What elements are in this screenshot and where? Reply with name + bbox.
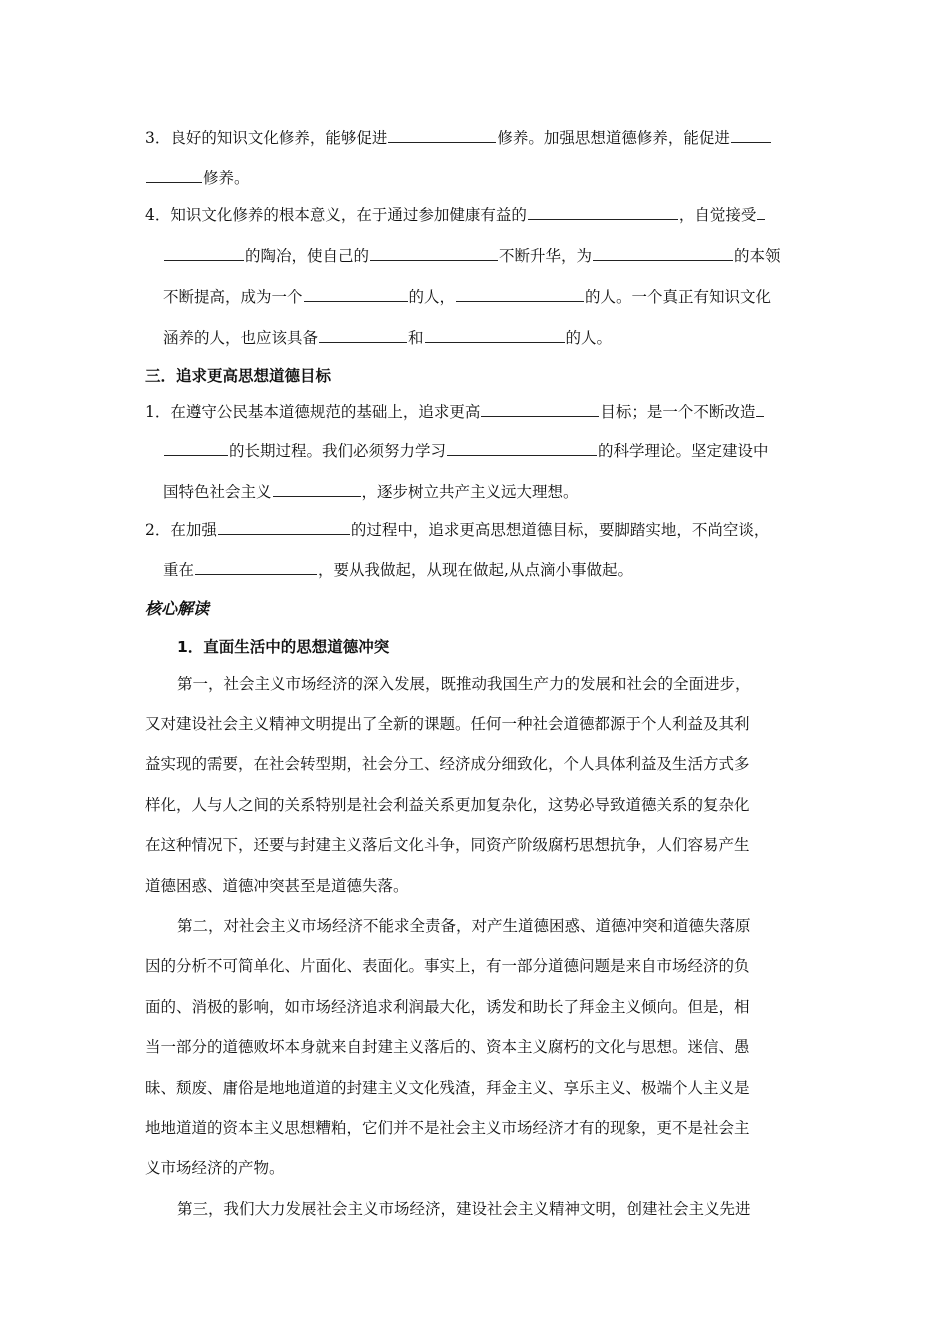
q4-text-k: 的人。 — [565, 329, 613, 347]
q4-text-b: ，自觉接受 — [678, 206, 757, 224]
section3-title: 三．追求更高思想道德目标 — [145, 367, 332, 385]
q4-text-d: 不断升华，为 — [499, 247, 593, 265]
core-subheading-1: 1．直面生活中的思想道德冲突 — [177, 638, 390, 656]
q4-line3 — [163, 287, 771, 307]
s3-q1-line1 — [145, 402, 765, 422]
q3-text-a: 3．良好的知识文化修养，能够促进 — [145, 129, 388, 147]
p1-line: 第一，社会主义市场经济的深入发展，既推动我国生产力的发展和社会的全面进步， — [177, 675, 751, 693]
p3-line: 第三，我们大力发展社会主义市场经济，建设社会主义精神文明，创建社会主义先进 — [177, 1200, 751, 1218]
p2-line: 面的、消极的影响，如市场经济追求利润最大化，诱发和助长了拜金主义倾向。但是，相 — [145, 998, 750, 1016]
p2-line: 义市场经济的产物。 — [145, 1159, 285, 1177]
q4-blank-2b[interactable] — [164, 246, 244, 261]
s3-q2-text-c: 重在 — [163, 561, 195, 579]
q4-blank-1[interactable] — [528, 205, 678, 220]
q4-text-h: 的人。一个真正有知识文化 — [585, 288, 772, 306]
s3-q2-line1 — [145, 520, 769, 540]
p1-line: 道德困惑、道德冲突甚至是道德失落。 — [145, 877, 409, 895]
q4-text-c: 的陶冶，使自己的 — [245, 247, 370, 265]
q3-blank-2a[interactable] — [731, 128, 771, 143]
q3-blank-2b[interactable] — [146, 168, 202, 183]
q4-text-j: 和 — [408, 329, 424, 347]
q4-line2 — [163, 246, 781, 266]
q3-text-c: 修养。 — [203, 169, 250, 187]
s3-q2-line2 — [163, 560, 633, 580]
q4-text-f: 不断提高，成为一个 — [163, 288, 303, 306]
q4-blank-5[interactable] — [304, 287, 408, 302]
s3-q1-blank-2a[interactable] — [756, 402, 764, 417]
q4-blank-6[interactable] — [456, 287, 584, 302]
q4-blank-4[interactable] — [593, 246, 733, 261]
s3-q1-blank-1[interactable] — [481, 402, 599, 417]
q3-text-b: 修养。加强思想道德修养，能促进 — [497, 129, 730, 147]
s3-q1-text-a: 1．在遵守公民基本道德规范的基础上，追求更高 — [145, 403, 481, 421]
s3-q2-blank-2[interactable] — [195, 560, 317, 575]
q4-blank-8[interactable] — [425, 328, 565, 343]
s3-q1-blank-2b[interactable] — [164, 441, 228, 456]
s3-q1-line3 — [163, 482, 579, 502]
s3-q1-text-e: 国特色社会主义 — [163, 483, 272, 501]
s3-q1-text-d: 的科学理论。坚定建设中 — [598, 442, 769, 460]
p1-line: 样化，人与人之间的关系特别是社会利益关系更加复杂化，这势必导致道德关系的复杂化 — [145, 796, 750, 814]
s3-q1-blank-4[interactable] — [273, 482, 361, 497]
s3-q2-text-b: 的过程中，追求更高思想道德目标，要脚踏实地，不尚空谈， — [350, 521, 770, 539]
p2-line: 地地道道的资本主义思想糟粕，它们并不是社会主义市场经济才有的现象，更不是社会主 — [145, 1119, 750, 1137]
q4-text-e: 的本领 — [734, 247, 781, 265]
p1-line: 又对建设社会主义精神文明提出了全新的课题。任何一种社会道德都源于个人利益及其利 — [145, 715, 750, 733]
s3-q1-text-f: ，逐步树立共产主义远大理想。 — [361, 483, 579, 501]
core-title: 核心解读 — [145, 599, 210, 618]
q3-line2 — [145, 168, 250, 188]
q4-blank-3[interactable] — [370, 246, 498, 261]
s3-q2-text-d: ，要从我做起，从现在做起,从点滴小事做起。 — [318, 561, 633, 579]
q4-text-i: 涵养的人，也应该具备 — [163, 329, 319, 347]
q4-text-g: 的人， — [408, 288, 456, 306]
p1-line: 益实现的需要，在社会转型期，社会分工、经济成分细致化，个人具体利益及生活方式多 — [145, 755, 750, 773]
s3-q1-line2 — [163, 441, 769, 461]
s3-q2-blank-1[interactable] — [218, 520, 350, 535]
q3-line1 — [145, 128, 772, 148]
p2-line: 第二，对社会主义市场经济不能求全责备，对产生道德困惑、道德冲突和道德失落原 — [177, 917, 751, 935]
q4-text-a: 4．知识文化修养的根本意义，在于通过参加健康有益的 — [145, 206, 527, 224]
s3-q2-text-a: 2．在加强 — [145, 521, 217, 539]
q4-line4 — [163, 328, 612, 348]
q4-blank-7[interactable] — [319, 328, 407, 343]
s3-q1-text-c: 的长期过程。我们必须努力学习 — [229, 442, 447, 460]
p1-line: 在这种情况下，还要与封建主义落后文化斗争，同资产阶级腐朽思想抗争，人们容易产生 — [145, 836, 750, 854]
q3-blank-1[interactable] — [388, 128, 496, 143]
p2-line: 昧、颓废、庸俗是地地道道的封建主义文化残渣，拜金主义、享乐主义、极端个人主义是 — [145, 1079, 750, 1097]
p2-line: 因的分析不可简单化、片面化、表面化。事实上，有一部分道德问题是来自市场经济的负 — [145, 957, 750, 975]
q4-blank-2a[interactable] — [757, 205, 765, 220]
p2-line: 当一部分的道德败坏本身就来自封建主义落后的、资本主义腐朽的文化与思想。迷信、愚 — [145, 1038, 750, 1056]
s3-q1-text-b: 目标；是一个不断改造 — [600, 403, 756, 421]
s3-q1-blank-3[interactable] — [447, 441, 597, 456]
q4-line1 — [145, 205, 766, 225]
